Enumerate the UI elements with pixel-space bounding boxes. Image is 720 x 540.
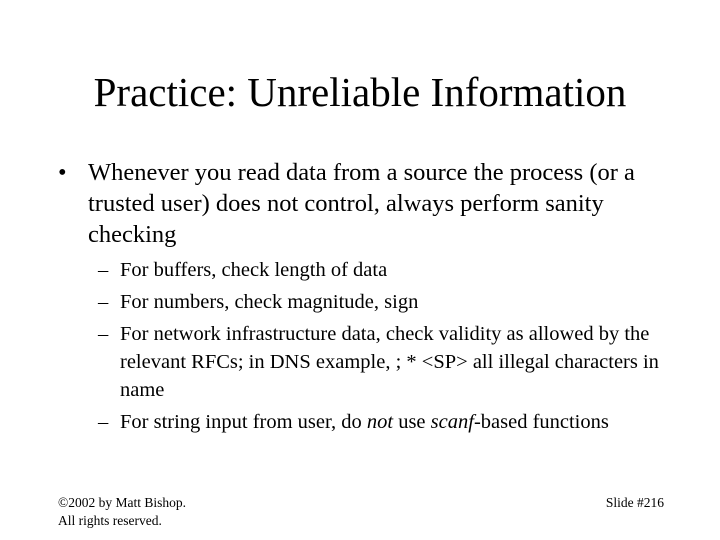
- sub-bullet-marker: –: [98, 323, 109, 345]
- sub-bullet-text: [120, 411, 609, 433]
- sub-bullet-list: [88, 256, 668, 436]
- sub-bullet-item: [88, 256, 668, 284]
- sub-bullet-marker: –: [98, 259, 109, 281]
- sub-bullet-text: For buffers, check length of data: [120, 259, 388, 281]
- sub-bullet-item: [88, 408, 668, 436]
- emphasis-not: not: [366, 411, 394, 433]
- bullet-marker: •: [58, 159, 67, 186]
- copyright-line: ©2002 by Matt Bishop.: [58, 495, 187, 510]
- bullet-text: Whenever you read data from a source the process (or a trusted user) does not control, always perform sanity checking: [88, 159, 635, 248]
- copyright-footer: [58, 494, 186, 530]
- sub-bullet-item: [88, 288, 668, 316]
- sub-bullet-marker: –: [98, 291, 109, 313]
- sub-bullet-text: For network infrastructure data, check validity as allowed by the relevant RFCs; in DNS example, ; * <SP> all illegal characters in name: [120, 323, 659, 401]
- sub-bullet-marker: –: [98, 411, 109, 433]
- emphasis-scanf: scanf: [430, 411, 474, 433]
- slide-number: Slide #216: [605, 495, 664, 510]
- sub-bullet-item: [88, 320, 668, 404]
- sub-bullet-text-part: -based functions: [473, 411, 609, 433]
- rights-line: All rights reserved.: [58, 513, 162, 528]
- bullet-list: [58, 157, 668, 440]
- bullet-item: [58, 157, 668, 436]
- sub-bullet-text-part: use: [393, 411, 431, 433]
- sub-bullet-text: For numbers, check magnitude, sign: [120, 291, 419, 313]
- sub-bullet-text-part: For string input from user, do: [120, 411, 367, 433]
- slide-title: Practice: Unreliable Information: [93, 69, 627, 115]
